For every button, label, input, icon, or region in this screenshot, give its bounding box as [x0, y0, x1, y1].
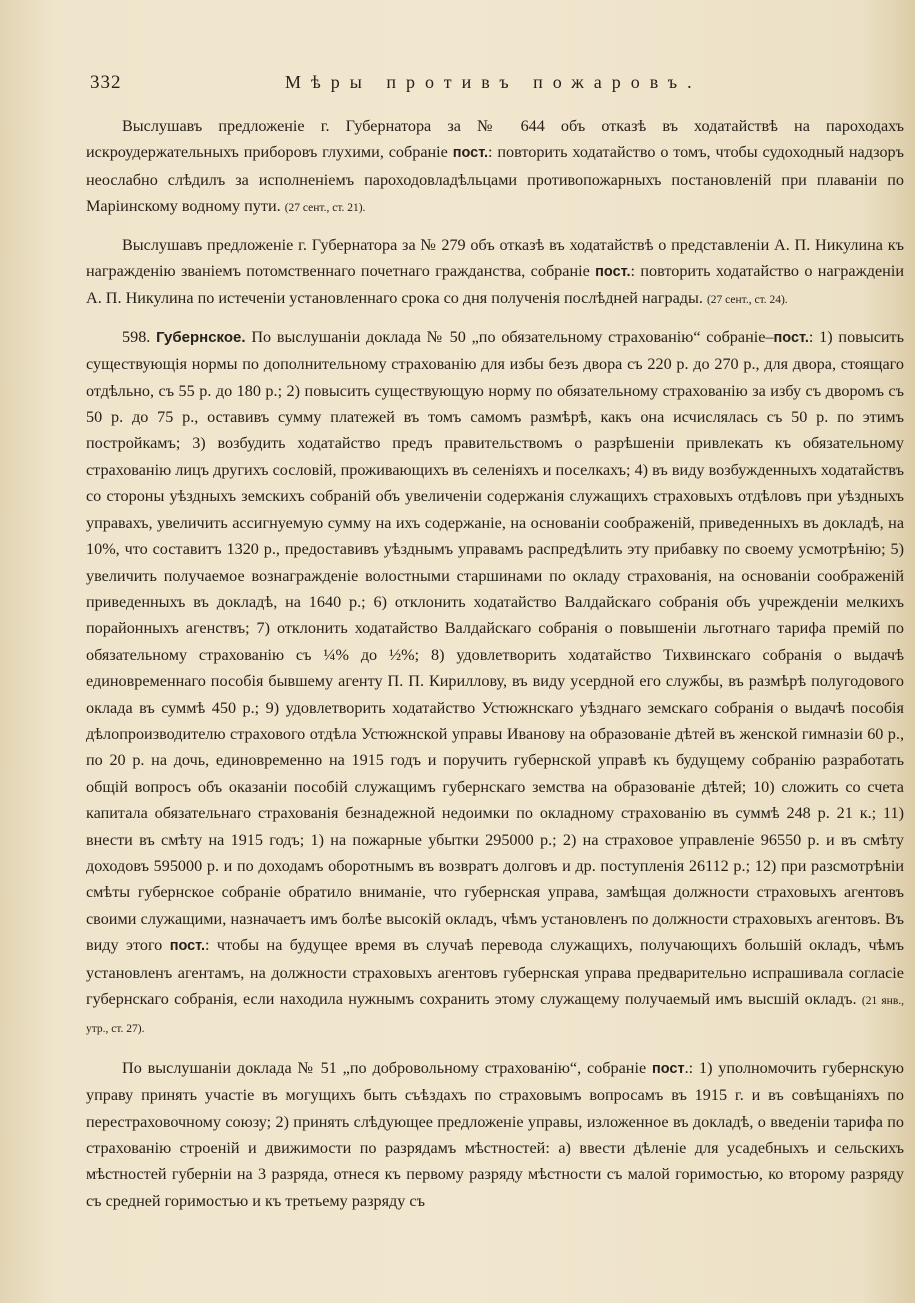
paragraph-1: [86, 113, 904, 222]
paragraph-number: 598.: [122, 327, 151, 346]
paragraph-text: Выслушавъ предложеніе г. Губернатора за № 279 объ отказѣ въ ходатайствѣ о представленіи А. П. Никулина къ награжденію званіемъ потомственнаго почетнаго гражданства, собраніе: [86, 235, 904, 281]
resolution-marker: пост.: [773, 329, 809, 346]
paragraph-598: [86, 324, 904, 1043]
paragraph-2: [86, 232, 904, 314]
paragraph-text: По выслушаніи доклада № 51 „по добровольному страхованію“, собраніе: [122, 1058, 652, 1077]
resolution-marker: пост: [651, 1060, 685, 1077]
paragraph-text: : повторить ходатайство о награжденіи А. П. Никулина по истеченіи установленнаго срока со дня полученія послѣдней награды.: [86, 262, 905, 308]
resolution-marker: пост.: [452, 145, 489, 162]
resolution-marker: пост.: [169, 938, 206, 955]
paragraph-text: По выслушаніи доклада № 50 „по обязательному страхованію“ собраніе–: [251, 327, 774, 346]
paragraph-text: Выслушавъ предложеніе г. Губернатора за № 644 объ отказѣ въ ходатайствѣ на пароходахъ искроудержательныхъ приборовъ глухими, собраніе: [86, 117, 904, 162]
running-title: Мѣры противъ пожаровъ.: [285, 72, 702, 92]
paragraph-text: : чтобы на будущее время въ случаѣ перевода служащихъ, получающихъ большій окладъ, чѣмъ установленъ агентамъ, на должности страховыхъ агентовъ губернская управа предварительно испрашивала согласіе губернскаго собранія, если находила нужнымъ сохранить этому служащему получаемый имъ высшій окладъ.: [86, 936, 904, 1008]
paragraph-text: : повторить ходатайство о томъ, чтобы судоходный надзоръ неослабно слѣдилъ за исполненіемъ пароходовладѣльцами противопожарныхъ постановленій при плаваніи по Маріинскому водному пути.: [86, 143, 905, 216]
citation: (27 сент., ст. 24).: [706, 294, 788, 307]
paragraph-text: : 1) повысить существующія нормы по дополнительному страхованію для избы безъ двора съ 220 р. до 270 р., для двора, стоящаго отдѣльно, съ 55 р. до 180 р.; 2) повысить существующую норму по обязательному страхованію за избу съ дворомъ съ 50 р. до 75 р., оставивъ сумму платежей въ томъ самомъ размѣрѣ, какъ она исчислялась съ 50 р. по этимъ постройкамъ; 3) возбудить ходатайство предъ правительствомъ о разрѣшеніи привлекать къ обязательному страхованію лицъ другихъ сословій, проживающихъ въ селеніяхъ и поселкахъ; 4) въ виду возбужденныхъ ходатайствъ со стороны уѣздныхъ земскихъ собраній объ увеличеніи содержанія служащихъ страховыхъ отдѣловъ при уѣздныхъ управахъ, увеличить ассигнуемую сумму на ихъ содержаніе, на основаніи соображеній, приведенныхъ въ докладѣ, на 10%, что составитъ 1320 р., предоставивъ уѣзднымъ управамъ распредѣлить эту прибавку по своему усмотрѣнію; 5) увеличить получаемое вознагражденіе волостными старшинами по окладу страхованія, на основаніи соображеній приведенныхъ въ докладѣ, на 1640 р.; 6) отклонить ходатайство Валдайскаго собранія объ учрежденіи мелкихъ порайонныхъ агенствъ; 7) отклонить ходатайство Валдайскаго собранія о повышеніи льготнаго тарифа премій по обязательному страхованію съ ¼% до ½%; 8) удовлетворить ходатайство Тихвинскаго собранія о выдачѣ единовременнаго пособія бывшему агенту П. П. Кириллову, въ виду усердной его службы, въ размѣрѣ полугодового оклада въ суммѣ 450 р.; 9) удовлетворить ходатайство Устюжнскаго уѣзднаго земскаго собранія о выдачѣ пособія дѣлопроизводителю страхового отдѣла Устюжнской управы Иванову на образованіе дѣтей въ женской гимназіи 60 р., по 20 р. на дочь, единовременно на 1915 годъ и поручить губернской управѣ къ будущему собранію разработать общій вопросъ объ оказаніи пособій служащимъ губернскаго земства на образованіе дѣтей; 10) сложить со счета капитала обязательнаго страхованія безнадежной недоимки по окладному страхованію въ суммѣ 248 р. 21 к.; 11) внести въ смѣту на 1915 годъ; 1) на пожарные убытки 295000 р.; 2) на страховое управленіе 96550 р. и въ смѣту доходовъ 595000 р. и по доходамъ оборотнымъ въ возвратъ долговъ и др. поступленія 26112 р.; 12) при разсмотрѣніи смѣты губернское собраніе обратило вниманіе, что губернская управа, замѣщая должности страховыхъ агентовъ своими служащими, назначаетъ имъ болѣе высокій окладъ, чѣмъ установленъ по должности страховыхъ агентовъ. Въ виду этого: [86, 327, 904, 955]
section-heading: Губернское.: [156, 328, 246, 346]
paragraph-4: [86, 1055, 904, 1214]
page-header: [90, 72, 855, 102]
body-text: [86, 113, 904, 1214]
citation: (21 янв., утр., ст. 27).: [86, 995, 905, 1036]
page-number: 332: [90, 72, 122, 93]
resolution-marker: пост.: [595, 264, 631, 281]
paragraph-text: .: 1) уполномочить губернскую управу принять участіе въ могущихъ быть съѣздахъ по страховымъ вопросамъ въ 1915 г. и въ совѣщаніяхъ по перестраховочному союзу; 2) принять слѣдующее предложеніе управы, изложенное въ докладѣ, о введеніи тарифа по страхованію строеній и движимости по разрядамъ мѣстностей: а) ввести дѣленіе для усадебныхъ и сельскихъ мѣстностей губерніи на 3 разряда, отнеся къ первому разряду мѣстности съ малой горимостью, ко второму разряду съ средней горимостью и къ третьему разряду съ: [86, 1058, 904, 1210]
citation: (27 сент., ст. 21).: [284, 202, 366, 215]
